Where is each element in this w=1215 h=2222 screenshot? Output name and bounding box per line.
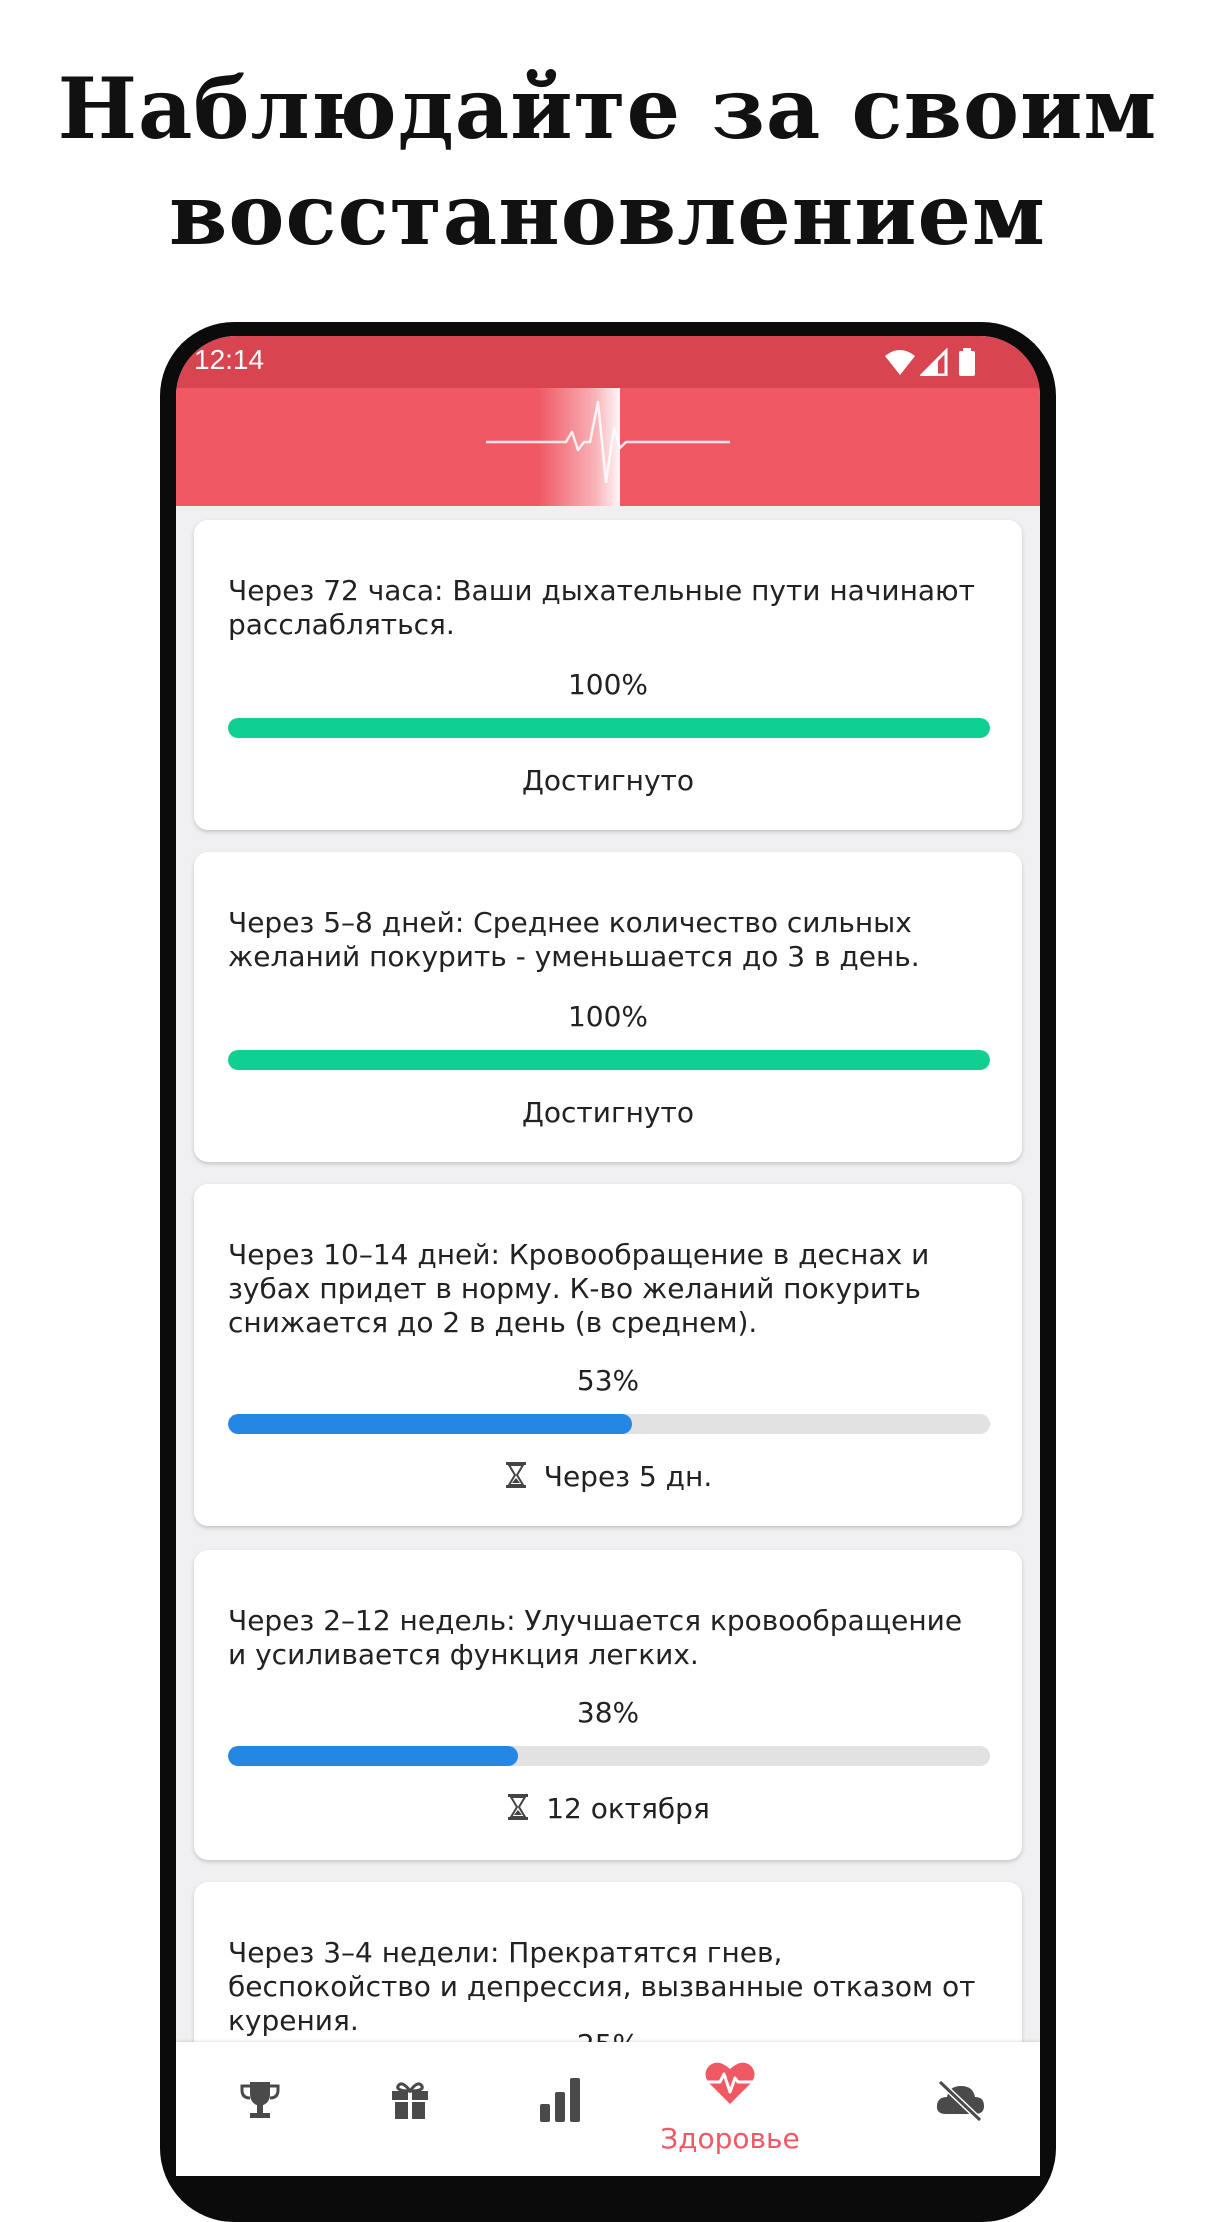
milestone-text: Через 10–14 дней: Кровообращение в деснах и зубах придет в норму. К-во желаний покурить снижается до 2 в день (в среднем). <box>228 1238 930 1339</box>
hourglass-icon <box>504 1461 528 1496</box>
milestone-text: Через 5–8 дней: Среднее количество сильных желаний покурить - уменьшается до 3 в день. <box>228 906 920 973</box>
progress-track <box>228 1414 990 1434</box>
milestone-percent: 100% <box>567 668 649 701</box>
milestone-status-row <box>194 1792 1022 1828</box>
hourglass-icon <box>506 1793 530 1828</box>
nav-no-smoking[interactable] <box>920 2042 1000 2176</box>
bar-chart-icon <box>538 2076 582 2124</box>
milestone-text: Через 2–12 недель: Улучшается кровообращение и усиливается функция легких. <box>228 1604 963 1671</box>
progress-fill <box>228 718 990 738</box>
wifi-icon <box>884 348 916 380</box>
milestone-card <box>194 1550 1022 1860</box>
milestone-status: Достигнуто <box>522 1096 694 1129</box>
headline-line-1: Наблюдайте за своим <box>57 59 1158 158</box>
progress-fill <box>228 1746 518 1766</box>
progress-fill <box>228 1414 632 1434</box>
milestone-percent: 38% <box>576 1696 640 1729</box>
progress-fill <box>228 1050 990 1070</box>
status-time: 12:14 <box>194 344 265 375</box>
progress-track <box>228 1050 990 1070</box>
nav-health-label: Здоровье <box>660 2122 800 2155</box>
milestone-status: Через 5 дн. <box>543 1460 713 1493</box>
heart-pulse-icon <box>704 2060 756 2106</box>
milestone-status: 12 октября <box>546 1792 710 1825</box>
nav-trophy[interactable] <box>220 2042 300 2176</box>
nav-health[interactable] <box>660 2042 800 2176</box>
milestone-percent: 53% <box>576 1364 640 1397</box>
milestone-card <box>194 520 1022 830</box>
progress-track <box>228 718 990 738</box>
milestones-list[interactable] <box>176 506 1040 2176</box>
milestone-card <box>194 852 1022 1162</box>
gift-icon <box>388 2078 432 2122</box>
battery-icon <box>958 348 976 380</box>
signal-icon <box>920 348 948 380</box>
headline <box>0 56 1215 268</box>
milestone-percent: 100% <box>567 1000 649 1033</box>
bottom-navigation <box>176 2042 1040 2176</box>
headline-line-2: восстановлением <box>169 165 1046 264</box>
phone-screen <box>176 336 1040 2176</box>
milestone-card <box>194 1184 1022 1526</box>
heartbeat-line-icon <box>486 388 730 506</box>
nav-gift[interactable] <box>370 2042 450 2176</box>
no-smoking-cloud-icon <box>934 2078 986 2122</box>
status-bar <box>176 336 1040 388</box>
milestone-text: Через 3–4 недели: Прекратятся гнев, беспокойство и депрессия, вызванные отказом от курения. <box>228 1936 976 2037</box>
progress-track <box>228 1746 990 1766</box>
trophy-icon <box>238 2078 282 2122</box>
app-header <box>176 388 1040 506</box>
milestone-status: Достигнуто <box>522 764 694 797</box>
milestone-text: Через 72 часа: Ваши дыхательные пути начинают расслабляться. <box>228 574 975 641</box>
milestone-status-row <box>194 1460 1022 1496</box>
nav-statistics[interactable] <box>520 2042 600 2176</box>
